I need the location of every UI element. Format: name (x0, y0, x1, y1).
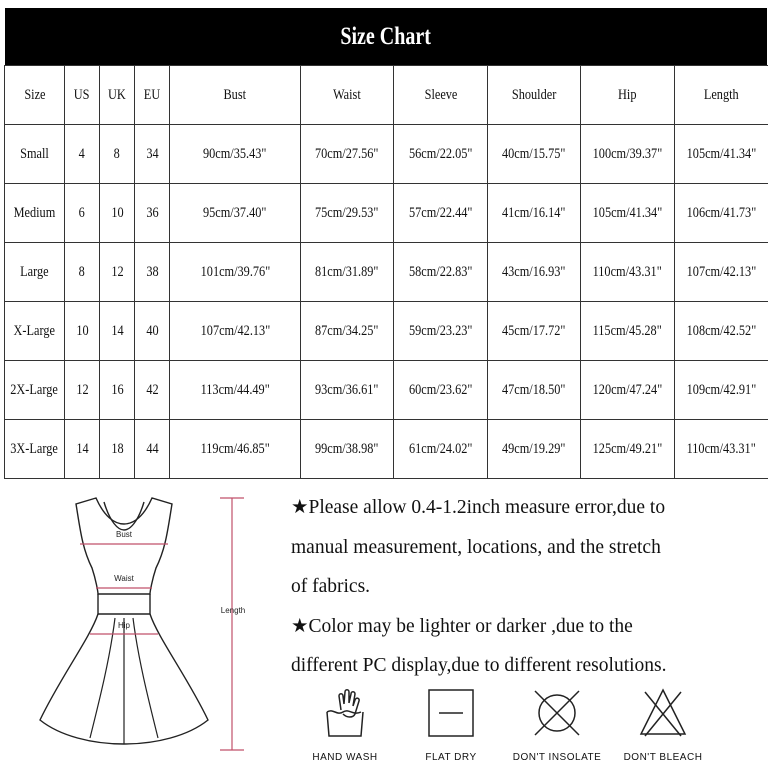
header-us: US (65, 66, 100, 125)
hand-wash-label: HAND WASH (312, 752, 378, 763)
table-cell: 106cm/41.73" (675, 184, 768, 243)
table-cell: Large (5, 243, 65, 302)
dress-measurement-diagram (20, 488, 260, 758)
measurement-notes (291, 488, 761, 686)
care-item-flat-dry (406, 684, 496, 768)
header-waist: Waist (301, 66, 394, 125)
table-cell: 47cm/18.50" (488, 361, 581, 420)
note-line: ★Color may be lighter or darker ,due to the (291, 615, 633, 637)
table-cell: 105cm/41.34" (581, 184, 675, 243)
dress-neckline (104, 502, 144, 530)
table-cell: 49cm/19.29" (488, 420, 581, 479)
table-row (5, 361, 768, 420)
table-cell: 59cm/23.23" (394, 302, 488, 361)
header-bust: Bust (170, 66, 301, 125)
table-cell: 95cm/37.40" (170, 184, 301, 243)
size-chart-header (5, 8, 767, 65)
table-cell: 109cm/42.91" (675, 361, 768, 420)
size-table (4, 65, 768, 479)
waist-label: Waist (114, 574, 134, 583)
table-cell: 38 (135, 243, 170, 302)
note-line: ★Please allow 0.4-1.2inch measure error,due to (291, 497, 666, 518)
header-length: Length (675, 66, 768, 125)
table-cell: 12 (100, 243, 135, 302)
hip-label: Hip (117, 621, 131, 630)
table-cell: 58cm/22.83" (394, 243, 488, 302)
table-cell: 125cm/49.21" (581, 420, 675, 479)
table-cell: 14 (100, 302, 135, 361)
header-hip: Hip (581, 66, 675, 125)
dont-insolate-icon (527, 684, 587, 744)
length-label: Length (220, 606, 246, 615)
table-cell: 40 (135, 302, 170, 361)
table-cell: 120cm/47.24" (581, 361, 675, 420)
care-item-dont-bleach (618, 684, 708, 768)
table-cell: 93cm/36.61" (301, 361, 394, 420)
table-row (5, 243, 768, 302)
dont-bleach-icon (633, 684, 693, 744)
dress-skirt-folds (90, 618, 158, 744)
table-cell: 16 (100, 361, 135, 420)
table-cell: 34 (135, 125, 170, 184)
table-cell: 70cm/27.56" (301, 125, 394, 184)
table-cell: 100cm/39.37" (581, 125, 675, 184)
table-cell: 107cm/42.13" (170, 302, 301, 361)
header-sleeve: Sleeve (394, 66, 488, 125)
table-cell: 113cm/44.49" (170, 361, 301, 420)
table-cell: 6 (65, 184, 100, 243)
hand-wash-icon (315, 684, 375, 744)
dont-bleach-label: DON'T BLEACH (623, 752, 703, 763)
table-cell: Small (5, 125, 65, 184)
table-cell: 81cm/31.89" (301, 243, 394, 302)
table-cell: 45cm/17.72" (488, 302, 581, 361)
table-cell: 87cm/34.25" (301, 302, 394, 361)
table-cell: 107cm/42.13" (675, 243, 768, 302)
table-cell: 18 (100, 420, 135, 479)
table-cell: 57cm/22.44" (394, 184, 488, 243)
header-size: Size (5, 66, 65, 125)
table-row (5, 184, 768, 243)
table-cell: 10 (100, 184, 135, 243)
table-cell: 43cm/16.93" (488, 243, 581, 302)
table-header-row (5, 66, 768, 125)
table-cell: 10 (65, 302, 100, 361)
table-cell: 14 (65, 420, 100, 479)
note-line: manual measurement, locations, and the stretch (291, 536, 661, 558)
table-cell: 110cm/43.31" (581, 243, 675, 302)
table-cell: 110cm/43.31" (675, 420, 768, 479)
table-cell: 44 (135, 420, 170, 479)
table-cell: 3X-Large (5, 420, 65, 479)
table-cell: X-Large (5, 302, 65, 361)
dress-waistband (98, 594, 150, 614)
table-cell: 2X-Large (5, 361, 65, 420)
bust-label: Bust (115, 530, 133, 539)
table-row (5, 125, 768, 184)
header-shoulder: Shoulder (488, 66, 581, 125)
table-cell: 4 (65, 125, 100, 184)
table-cell: 8 (65, 243, 100, 302)
table-cell: 60cm/23.62" (394, 361, 488, 420)
care-item-dont-insolate (512, 684, 602, 768)
table-cell: 12 (65, 361, 100, 420)
table-cell: Medium (5, 184, 65, 243)
table-cell: 90cm/35.43" (170, 125, 301, 184)
flat-dry-icon (421, 684, 481, 744)
care-item-hand-wash (300, 684, 390, 768)
table-cell: 8 (100, 125, 135, 184)
header-eu: EU (135, 66, 170, 125)
table-cell: 101cm/39.76" (170, 243, 301, 302)
table-row (5, 420, 768, 479)
note-line: of fabrics. (291, 576, 371, 597)
note-line: different PC display,due to different resolutions. (291, 655, 667, 676)
table-cell: 36 (135, 184, 170, 243)
table-cell: 105cm/41.34" (675, 125, 768, 184)
table-cell: 61cm/24.02" (394, 420, 488, 479)
table-cell: 99cm/38.98" (301, 420, 394, 479)
table-cell: 56cm/22.05" (394, 125, 488, 184)
header-uk: UK (100, 66, 135, 125)
care-instructions (300, 684, 760, 768)
size-chart-title: Size Chart (340, 22, 432, 50)
table-cell: 119cm/46.85" (170, 420, 301, 479)
table-row (5, 302, 768, 361)
flat-dry-label: FLAT DRY (425, 752, 477, 763)
table-cell: 115cm/45.28" (581, 302, 675, 361)
table-cell: 41cm/16.14" (488, 184, 581, 243)
dont-insolate-label: DON'T INSOLATE (512, 752, 602, 763)
table-cell: 42 (135, 361, 170, 420)
table-cell: 75cm/29.53" (301, 184, 394, 243)
table-cell: 40cm/15.75" (488, 125, 581, 184)
table-cell: 108cm/42.52" (675, 302, 768, 361)
